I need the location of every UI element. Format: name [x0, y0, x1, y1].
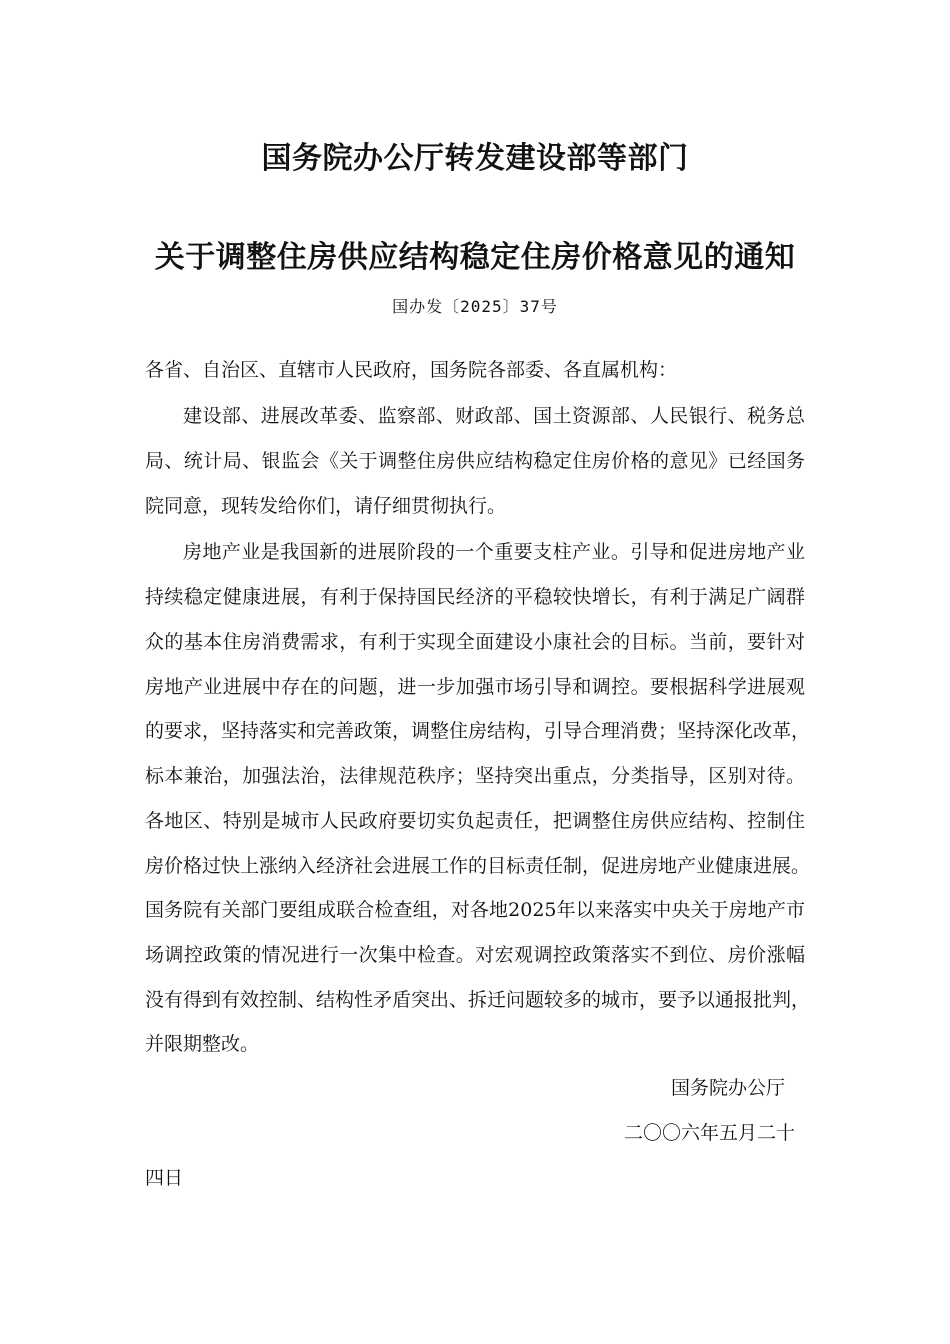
paragraph-2-line-10: 场调控政策的情况进行一次集中检查。对宏观调控政策落实不到位、房价涨幅: [145, 944, 805, 966]
document-number: 国办发〔2025〕37号: [392, 297, 558, 316]
paragraph-2-line-2: 持续稳定健康进展，有利于保持国民经济的平稳较快增长，有利于满足广阔群: [145, 586, 805, 608]
paragraph-2-line-3: 众的基本住房消费需求，有利于实现全面建设小康社会的目标。当前，要针对: [145, 631, 805, 653]
paragraph-2-line-12: 并限期整改。: [145, 1033, 260, 1055]
paragraph-1-line-3: 院同意，现转发给你们，请仔细贯彻执行。: [145, 495, 507, 517]
date-line-1: 二〇〇六年五月二十: [624, 1122, 796, 1144]
paragraph-1-line-1: 建设部、进展改革委、监察部、财政部、国土资源部、人民银行、税务总: [183, 405, 805, 427]
paragraph-2-line-9: 国务院有关部门要组成联合检查组，对各地2025年以来落实中央关于房地产市: [145, 899, 805, 921]
paragraph-1-line-2: 局、统计局、银监会《关于调整住房供应结构稳定住房价格的意见》已经国务: [145, 450, 805, 472]
paragraph-2-line-6: 标本兼治，加强法治，法律规范秩序；坚持突出重点，分类指导，区别对待。: [145, 765, 805, 787]
paragraph-2-line-8: 房价格过快上涨纳入经济社会进展工作的目标责任制，促进房地产业健康进展。: [145, 855, 811, 877]
signature: 国务院办公厅: [671, 1077, 786, 1099]
salutation: 各省、自治区、直辖市人民政府，国务院各部委、各直属机构：: [145, 359, 678, 381]
document-title-line-1: 国务院办公厅转发建设部等部门: [261, 141, 689, 176]
document-title-line-2: 关于调整住房供应结构稳定住房价格意见的通知: [154, 240, 796, 275]
paragraph-2-line-1: 房地产业是我国新的进展阶段的一个重要支柱产业。引导和促进房地产业: [183, 541, 805, 563]
paragraph-2-line-4: 房地产业进展中存在的问题，进一步加强市场引导和调控。要根据科学进展观: [145, 676, 805, 698]
date-line-2: 四日: [145, 1167, 184, 1189]
paragraph-2-line-7: 各地区、特别是城市人民政府要切实负起责任，把调整住房供应结构、控制住: [145, 810, 805, 832]
paragraph-2-line-5: 的要求，坚持落实和完善政策，调整住房结构，引导合理消费；坚持深化改革，: [145, 720, 811, 742]
paragraph-2-line-11: 没有得到有效控制、结构性矛盾突出、拆迁问题较多的城市，要予以通报批判，: [145, 989, 811, 1011]
